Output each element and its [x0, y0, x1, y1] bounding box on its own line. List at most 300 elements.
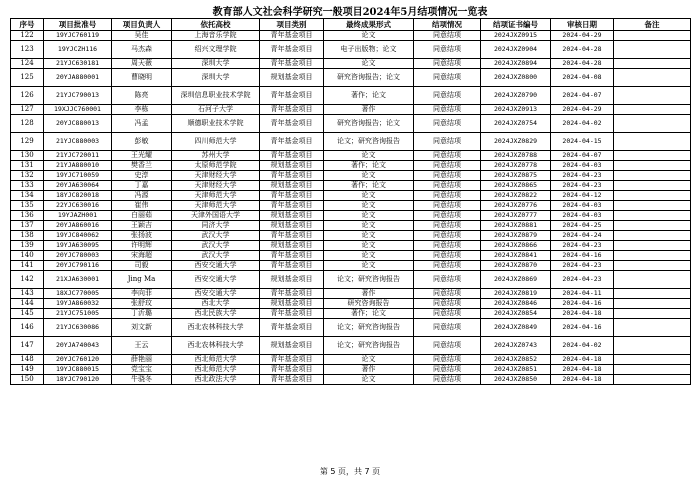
table-cell — [614, 87, 691, 105]
table-cell: 21YJC790013 — [44, 87, 112, 105]
table-cell: 彭敏 — [112, 133, 172, 151]
table-row — [11, 171, 691, 181]
table-cell: 青年基金项目 — [260, 59, 324, 69]
table-cell: 西北民族大学 — [172, 309, 260, 319]
table-cell: 宋海超 — [112, 251, 172, 261]
table-cell: 西北师范大学 — [172, 355, 260, 365]
table-row — [11, 365, 691, 375]
table-cell: 132 — [11, 171, 44, 181]
table-row — [11, 201, 691, 211]
table-cell — [614, 211, 691, 221]
table-cell: 19YJCZH116 — [44, 41, 112, 59]
table-cell: 19YJC760119 — [44, 31, 112, 41]
table-cell: 西北政法大学 — [172, 375, 260, 385]
table-cell: 丁嘉 — [112, 181, 172, 191]
table-cell: 薛艳丽 — [112, 355, 172, 365]
table-cell — [614, 231, 691, 241]
table-cell — [614, 319, 691, 337]
table-cell: 21YJA880010 — [44, 161, 112, 171]
table-cell: 20YJA860016 — [44, 221, 112, 231]
table-cell: 樊香兰 — [112, 161, 172, 171]
table-cell — [614, 115, 691, 133]
table-cell: 2024-04-07 — [551, 151, 614, 161]
table-cell: 146 — [11, 319, 44, 337]
table-row — [11, 375, 691, 385]
table-cell: 2024JXZ0743 — [481, 337, 551, 355]
table-cell: 同意结项 — [414, 105, 481, 115]
table-cell: 同意结项 — [414, 31, 481, 41]
table-cell: 论文 — [324, 241, 414, 251]
table-cell: 2024JXZ0849 — [481, 319, 551, 337]
table-cell: 同意结项 — [414, 221, 481, 231]
table-cell — [614, 59, 691, 69]
table-row — [11, 309, 691, 319]
table-cell — [614, 309, 691, 319]
table-cell: 青年基金项目 — [260, 151, 324, 161]
table-cell: 22YJC630016 — [44, 201, 112, 211]
table-cell: 126 — [11, 87, 44, 105]
table-cell: 司毅 — [112, 261, 172, 271]
table-cell: 西北农林科技大学 — [172, 319, 260, 337]
table-cell: 142 — [11, 271, 44, 289]
table-cell — [614, 171, 691, 181]
table-cell: 2024JXZ0865 — [481, 181, 551, 191]
table-cell: 电子出版物；论文 — [324, 41, 414, 59]
table-row — [11, 299, 691, 309]
table-cell: 青年基金项目 — [260, 41, 324, 59]
table-cell: 140 — [11, 251, 44, 261]
table-cell: 党宝宝 — [112, 365, 172, 375]
table-cell: 王颖吉 — [112, 221, 172, 231]
table-cell: 西北大学 — [172, 299, 260, 309]
table-cell: 2024-04-03 — [551, 201, 614, 211]
table-cell: 20YJA880001 — [44, 69, 112, 87]
table-cell: 天津师范大学 — [172, 191, 260, 201]
table-cell: 西安交通大学 — [172, 271, 260, 289]
table-cell: 2024JXZ0846 — [481, 299, 551, 309]
table-cell: 19XJJC760001 — [44, 105, 112, 115]
table-cell: 2024-04-29 — [551, 31, 614, 41]
table-cell: 规划基金项目 — [260, 271, 324, 289]
table-cell: 马杰森 — [112, 41, 172, 59]
table-cell: 19YJC710059 — [44, 171, 112, 181]
table-row — [11, 105, 691, 115]
table-cell: 武汉大学 — [172, 231, 260, 241]
table-cell: 著作；论文 — [324, 161, 414, 171]
table-cell: 深圳大学 — [172, 59, 260, 69]
table-cell: 137 — [11, 221, 44, 231]
table-cell — [614, 375, 691, 385]
table-cell: 同意结项 — [414, 191, 481, 201]
table-cell: 冯孟 — [112, 115, 172, 133]
table-cell: 同意结项 — [414, 309, 481, 319]
table-cell: 2024JXZ0841 — [481, 251, 551, 261]
table-cell: 张舒玟 — [112, 299, 172, 309]
table-cell: 2024-04-08 — [551, 69, 614, 87]
table-cell — [614, 221, 691, 231]
table-cell: 论文 — [324, 231, 414, 241]
project-table — [10, 18, 691, 385]
table-row — [11, 87, 691, 105]
table-cell — [614, 191, 691, 201]
table-cell: 138 — [11, 231, 44, 241]
table-row — [11, 191, 691, 201]
table-cell: 顺德职业技术学院 — [172, 115, 260, 133]
table-cell: 2024JXZ0788 — [481, 151, 551, 161]
table-cell — [614, 251, 691, 261]
table-row — [11, 31, 691, 41]
table-cell: 2024JXZ0881 — [481, 221, 551, 231]
table-cell: 2024JXZ0913 — [481, 105, 551, 115]
table-cell — [614, 133, 691, 151]
table-cell: 青年基金项目 — [260, 375, 324, 385]
table-cell — [614, 31, 691, 41]
table-cell: 青年基金项目 — [260, 261, 324, 271]
table-cell: 青年基金项目 — [260, 87, 324, 105]
table-cell: 青年基金项目 — [260, 31, 324, 41]
table-cell: 四川师范大学 — [172, 133, 260, 151]
table-row — [11, 261, 691, 271]
table-cell: 同意结项 — [414, 231, 481, 241]
table-cell: 同意结项 — [414, 171, 481, 181]
table-row — [11, 151, 691, 161]
table-cell: 127 — [11, 105, 44, 115]
table-cell: 论文 — [324, 375, 414, 385]
table-cell: 论文 — [324, 171, 414, 181]
table-cell: 143 — [11, 289, 44, 299]
table-cell: 18YJC820018 — [44, 191, 112, 201]
table-cell: 张扬波 — [112, 231, 172, 241]
table-cell: 2024JXZ0915 — [481, 31, 551, 41]
table-cell: 论文 — [324, 31, 414, 41]
table-cell: 论文；研究咨询报告 — [324, 337, 414, 355]
table-row — [11, 355, 691, 365]
table-cell: 2024-04-23 — [551, 181, 614, 191]
table-cell: 著作 — [324, 289, 414, 299]
table-cell: 青年基金项目 — [260, 251, 324, 261]
table-cell — [614, 299, 691, 309]
table-row — [11, 59, 691, 69]
table-cell: 同意结项 — [414, 115, 481, 133]
table-cell: 129 — [11, 133, 44, 151]
table-cell — [614, 161, 691, 171]
table-cell: Jing Ma — [112, 271, 172, 289]
table-cell: 150 — [11, 375, 44, 385]
table-cell: 2024-04-16 — [551, 299, 614, 309]
table-cell: 2024-04-25 — [551, 221, 614, 231]
table-cell: 21YJC630181 — [44, 59, 112, 69]
table-cell: 王光耀 — [112, 151, 172, 161]
table-cell: 苏州大学 — [172, 151, 260, 161]
column-header: 项目负责人 — [112, 19, 172, 31]
table-cell: 2024JXZ0777 — [481, 211, 551, 221]
table-cell — [614, 105, 691, 115]
table-cell: 著作；论文 — [324, 309, 414, 319]
table-cell: 同意结项 — [414, 69, 481, 87]
table-cell: 同意结项 — [414, 87, 481, 105]
table-cell: 青年基金项目 — [260, 365, 324, 375]
column-header: 项目批准号 — [44, 19, 112, 31]
table-cell: 2024-04-16 — [551, 251, 614, 261]
table-cell: 2024JXZ0851 — [481, 365, 551, 375]
table-cell: 论文 — [324, 151, 414, 161]
table-cell: 21XJA630001 — [44, 271, 112, 289]
table-cell: 131 — [11, 161, 44, 171]
table-cell: 134 — [11, 191, 44, 201]
table-cell: 2024JXZ0776 — [481, 201, 551, 211]
table-cell: 曹晓明 — [112, 69, 172, 87]
table-cell: 规划基金项目 — [260, 221, 324, 231]
column-header: 最终成果形式 — [324, 19, 414, 31]
table-cell: 同意结项 — [414, 289, 481, 299]
table-cell: 天津财经大学 — [172, 181, 260, 191]
table-cell: 李栋 — [112, 105, 172, 115]
table-cell: 周天薇 — [112, 59, 172, 69]
table-cell: 上海音乐学院 — [172, 31, 260, 41]
table-cell: 同意结项 — [414, 181, 481, 191]
table-cell: 许明辉 — [112, 241, 172, 251]
table-cell: 2024-04-24 — [551, 231, 614, 241]
table-row — [11, 133, 691, 151]
table-cell: 青年基金项目 — [260, 289, 324, 299]
table-cell: 青年基金项目 — [260, 171, 324, 181]
table-cell: 论文 — [324, 211, 414, 221]
table-cell: 同意结项 — [414, 271, 481, 289]
column-header: 序号 — [11, 19, 44, 31]
table-cell: 2024JXZ0894 — [481, 59, 551, 69]
table-cell: 同济大学 — [172, 221, 260, 231]
table-cell: 论文 — [324, 221, 414, 231]
table-row — [11, 41, 691, 59]
table-cell: 2024-04-03 — [551, 161, 614, 171]
table-cell: 青年基金项目 — [260, 105, 324, 115]
table-cell: 深圳大学 — [172, 69, 260, 87]
table-cell: 2024-04-11 — [551, 289, 614, 299]
table-row — [11, 251, 691, 261]
table-cell: 同意结项 — [414, 299, 481, 309]
table-cell: 141 — [11, 261, 44, 271]
table-cell: 同意结项 — [414, 59, 481, 69]
table-cell — [614, 181, 691, 191]
table-cell: 绍兴文理学院 — [172, 41, 260, 59]
table-cell: 2024JXZ0870 — [481, 261, 551, 271]
table-cell: 2024-04-18 — [551, 355, 614, 365]
table-cell: 著作；论文 — [324, 181, 414, 191]
table-cell: 18XJC770005 — [44, 289, 112, 299]
table-cell: 冯源 — [112, 191, 172, 201]
table-cell: 128 — [11, 115, 44, 133]
table-cell: 19YJA630095 — [44, 241, 112, 251]
table-cell: 同意结项 — [414, 211, 481, 221]
table-cell: 2024JXZ0778 — [481, 161, 551, 171]
table-cell: 149 — [11, 365, 44, 375]
table-cell: 吴佳 — [112, 31, 172, 41]
table-cell: 刘文新 — [112, 319, 172, 337]
table-cell: 石河子大学 — [172, 105, 260, 115]
table-cell: 同意结项 — [414, 261, 481, 271]
table-cell: 2024-04-12 — [551, 191, 614, 201]
table-cell: 2024-04-18 — [551, 309, 614, 319]
table-cell: 2024-04-02 — [551, 337, 614, 355]
table-cell: 2024-04-03 — [551, 211, 614, 221]
table-cell: 125 — [11, 69, 44, 87]
table-cell — [614, 151, 691, 161]
table-cell: 同意结项 — [414, 161, 481, 171]
table-row — [11, 211, 691, 221]
table-cell: 2024JXZ0800 — [481, 69, 551, 87]
table-cell: 2024-04-23 — [551, 241, 614, 251]
table-cell: 研究咨询报告；论文 — [324, 69, 414, 87]
column-header: 结项情况 — [414, 19, 481, 31]
table-cell: 论文 — [324, 355, 414, 365]
column-header: 项目类别 — [260, 19, 324, 31]
table-cell: 规划基金项目 — [260, 181, 324, 191]
table-cell: 2024-04-18 — [551, 365, 614, 375]
table-cell: 18YJC790120 — [44, 375, 112, 385]
table-cell — [614, 365, 691, 375]
table-cell: 论文 — [324, 201, 414, 211]
table-row — [11, 231, 691, 241]
table-cell: 同意结项 — [414, 133, 481, 151]
table-cell: 2024JXZ0854 — [481, 309, 551, 319]
table-cell: 同意结项 — [414, 337, 481, 355]
table-cell: 145 — [11, 309, 44, 319]
table-cell: 2024-04-28 — [551, 41, 614, 59]
table-cell: 太原师范学院 — [172, 161, 260, 171]
table-cell: 19YJC880015 — [44, 365, 112, 375]
table-cell: 西安交通大学 — [172, 289, 260, 299]
table-cell: 136 — [11, 211, 44, 221]
table-cell: 丁沂璐 — [112, 309, 172, 319]
table-cell: 同意结项 — [414, 151, 481, 161]
table-cell: 2024JXZ0754 — [481, 115, 551, 133]
table-cell: 崔伟 — [112, 201, 172, 211]
table-cell: 2024JXZ0829 — [481, 133, 551, 151]
table-cell: 2024JXZ0879 — [481, 231, 551, 241]
table-cell: 规划基金项目 — [260, 69, 324, 87]
table-cell: 论文；研究咨询报告 — [324, 133, 414, 151]
table-cell: 148 — [11, 355, 44, 365]
table-cell — [614, 241, 691, 251]
table-cell: 133 — [11, 181, 44, 191]
table-cell: 19YJA860032 — [44, 299, 112, 309]
table-cell: 西北师范大学 — [172, 365, 260, 375]
table-cell: 21YJC720011 — [44, 151, 112, 161]
table-cell: 19YJC840062 — [44, 231, 112, 241]
table-cell: 研究咨询报告 — [324, 299, 414, 309]
table-row — [11, 161, 691, 171]
table-cell: 2024JXZ0850 — [481, 375, 551, 385]
table-cell: 西安交通大学 — [172, 261, 260, 271]
table-cell: 2024-04-28 — [551, 59, 614, 69]
page-title: 教育部人文社会科学研究一般项目2024年5月结项情况一览表 — [212, 7, 488, 18]
table-cell: 青年基金项目 — [260, 201, 324, 211]
table-cell: 同意结项 — [414, 355, 481, 365]
table-cell: 139 — [11, 241, 44, 251]
column-header: 审核日期 — [551, 19, 614, 31]
table-cell: 牛骁冬 — [112, 375, 172, 385]
table-cell: 规划基金项目 — [260, 161, 324, 171]
table-cell: 同意结项 — [414, 251, 481, 261]
table-cell: 2024-04-16 — [551, 319, 614, 337]
table-cell: 李向菲 — [112, 289, 172, 299]
table-cell: 青年基金项目 — [260, 115, 324, 133]
table-cell: 2024-04-07 — [551, 87, 614, 105]
table-cell: 论文 — [324, 59, 414, 69]
table-cell: 西北农林科技大学 — [172, 337, 260, 355]
table-cell: 青年基金项目 — [260, 319, 324, 337]
table-cell: 白丽茹 — [112, 211, 172, 221]
table-row — [11, 221, 691, 231]
table-cell: 20YJC760120 — [44, 355, 112, 365]
table-cell: 147 — [11, 337, 44, 355]
table-cell: 20YJC790116 — [44, 261, 112, 271]
table-cell: 20YJC880013 — [44, 115, 112, 133]
table-cell: 同意结项 — [414, 41, 481, 59]
table-cell: 2024-04-23 — [551, 171, 614, 181]
table-cell: 论文；研究咨询报告 — [324, 319, 414, 337]
table-cell: 同意结项 — [414, 319, 481, 337]
table-cell: 王云 — [112, 337, 172, 355]
table-cell: 2024JXZ0875 — [481, 171, 551, 181]
table-row — [11, 289, 691, 299]
table-cell: 论文 — [324, 261, 414, 271]
table-cell: 规划基金项目 — [260, 337, 324, 355]
table-cell: 2024JXZ0869 — [481, 271, 551, 289]
table-cell — [614, 201, 691, 211]
table-row — [11, 241, 691, 251]
table-cell: 青年基金项目 — [260, 355, 324, 365]
table-cell: 青年基金项目 — [260, 191, 324, 201]
table-cell — [614, 271, 691, 289]
table-cell: 武汉大学 — [172, 251, 260, 261]
table-cell — [614, 337, 691, 355]
table-cell: 著作 — [324, 365, 414, 375]
table-cell: 21YJC751005 — [44, 309, 112, 319]
table-cell: 同意结项 — [414, 375, 481, 385]
table-cell: 规划基金项目 — [260, 299, 324, 309]
table-cell: 2024-04-15 — [551, 133, 614, 151]
column-header: 依托高校 — [172, 19, 260, 31]
table-row — [11, 69, 691, 87]
table-cell — [614, 261, 691, 271]
table-cell: 2024JXZ0904 — [481, 41, 551, 59]
table-cell — [614, 355, 691, 365]
page-number: 第 5 页，共 7 页 — [319, 467, 381, 476]
table-cell: 144 — [11, 299, 44, 309]
table-cell: 20YJA740043 — [44, 337, 112, 355]
table-cell: 122 — [11, 31, 44, 41]
table-cell: 135 — [11, 201, 44, 211]
table-row — [11, 337, 691, 355]
table-cell: 2024-04-18 — [551, 375, 614, 385]
table-cell: 陈亮 — [112, 87, 172, 105]
table-cell: 规划基金项目 — [260, 211, 324, 221]
table-cell: 2024-04-02 — [551, 115, 614, 133]
table-cell: 124 — [11, 59, 44, 69]
table-cell: 21YJC880003 — [44, 133, 112, 151]
table-header-row — [11, 19, 691, 31]
table-row — [11, 181, 691, 191]
table-row — [11, 271, 691, 289]
table-cell: 论文；研究咨询报告 — [324, 271, 414, 289]
table-cell: 2024-04-23 — [551, 261, 614, 271]
table-cell: 规划基金项目 — [260, 241, 324, 251]
table-cell: 天津财经大学 — [172, 171, 260, 181]
column-header: 备注 — [614, 19, 691, 31]
table-cell: 同意结项 — [414, 365, 481, 375]
table-cell: 2024JXZ0866 — [481, 241, 551, 251]
